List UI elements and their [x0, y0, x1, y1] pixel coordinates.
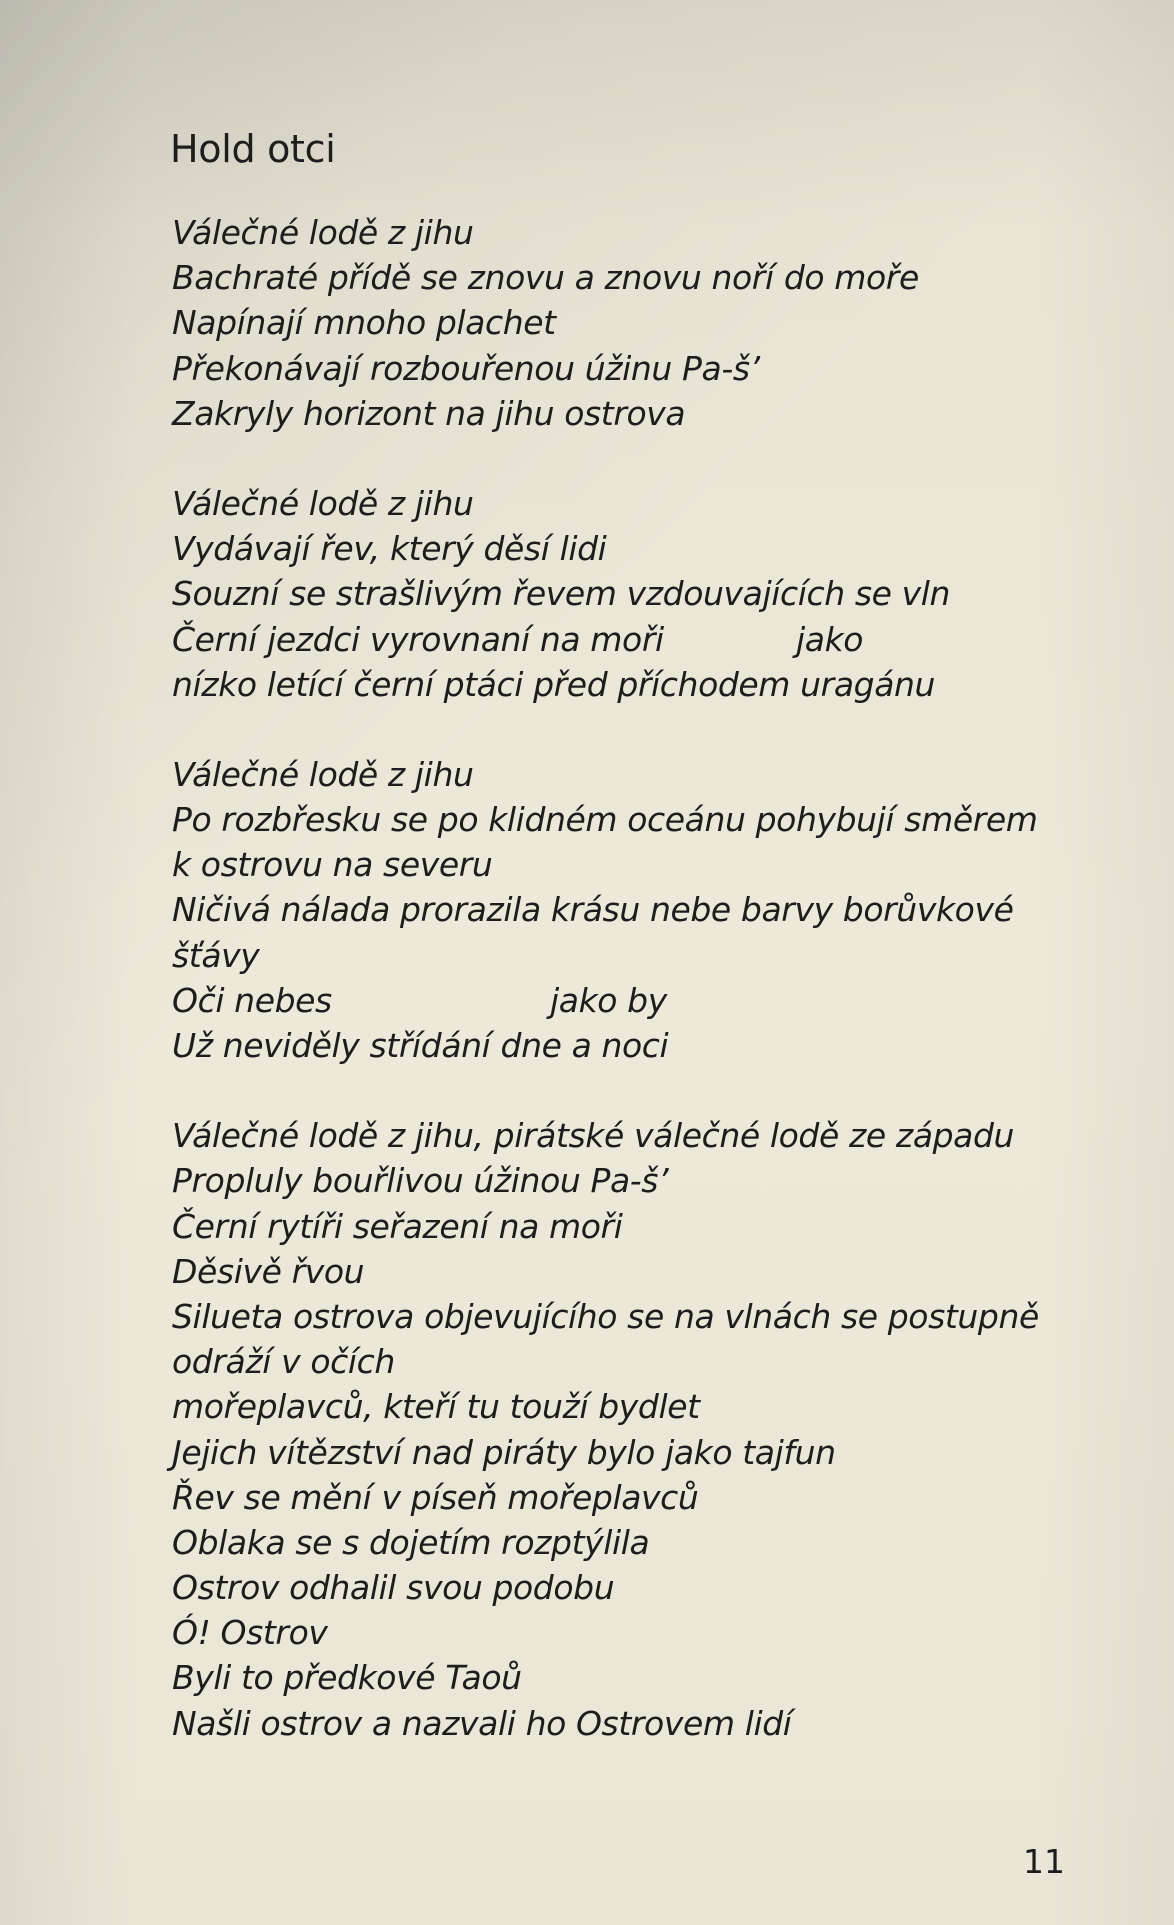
poem-line: Jejich vítězství nad piráty bylo jako tajfun	[172, 1432, 836, 1472]
poem-line: Silueta ostrova objevujícího se na vlnách se postupně	[172, 1296, 1039, 1336]
poem-title: Hold otci	[170, 127, 336, 171]
stanza-3	[172, 752, 1072, 1068]
poem-line: Děsivě řvou	[172, 1251, 365, 1291]
stanza-1	[172, 210, 1072, 436]
poem-line: Po rozbřesku se po klidném oceánu pohybují směrem	[172, 800, 1038, 840]
poem-line: Vydávají řev, který děsí lidi	[172, 529, 607, 569]
poem-line: Propluly bouřlivou úžinou Pa-š’	[172, 1161, 669, 1201]
poem-line-split	[172, 978, 1072, 1023]
poem-line-start: Černí jezdci vyrovnaní na moři	[172, 619, 664, 659]
poem-line: Našli ostrov a nazvali ho Ostrovem lidí	[172, 1703, 792, 1743]
poem-line: Už neviděly střídání dne a noci	[172, 1026, 669, 1065]
poem-line: Řev se mění v píseň mořeplavců	[172, 1477, 699, 1517]
poem-line-split	[172, 617, 1072, 662]
poem-line: Překonávají rozbouřenou úžinu Pa-š’	[172, 348, 760, 388]
poem-line: Válečné lodě z jihu	[172, 754, 474, 794]
poem-line: nízko letící černí ptáci před příchodem uragánu	[172, 664, 936, 704]
stanza-2	[172, 481, 1072, 707]
poem-line: Bachraté přídě se znovu a znovu noří do moře	[172, 258, 919, 298]
poem-line: Byli to předkové Taoů	[172, 1658, 522, 1698]
poem-line: k ostrovu na severu	[172, 845, 493, 885]
poem-line: Ničivá nálada prorazila krásu nebe barvy borůvkové	[172, 890, 1014, 930]
poem-line: Ó! Ostrov	[172, 1613, 328, 1653]
poem-body	[172, 210, 1072, 1791]
poem-line: Černí rytíři seřazení na moři	[172, 1206, 623, 1246]
page-number: 11	[1023, 1842, 1065, 1881]
poem-line: odráží v očích	[172, 1342, 395, 1382]
poem-line: Válečné lodě z jihu	[172, 213, 474, 252]
poem-line: Zakryly horizont na jihu ostrova	[172, 393, 686, 433]
poem-line: mořeplavců, kteří tu touží bydlet	[172, 1387, 700, 1427]
poem-line: šťávy	[172, 935, 260, 975]
poem-line: Napínají mnoho plachet	[172, 303, 556, 343]
poem-line: Ostrov odhalil svou podobu	[172, 1568, 615, 1608]
poem-line: Válečné lodě z jihu	[172, 483, 474, 523]
poem-line: Souzní se strašlivým řevem vzdouvajících se vln	[172, 574, 951, 614]
poem-line-tail: jako	[796, 619, 864, 659]
poem-line: Válečné lodě z jihu, pirátské válečné lodě ze západu	[172, 1116, 1015, 1156]
poem-line-tail: jako by	[550, 980, 667, 1020]
poem-line: Oblaka se s dojetím rozptýlila	[172, 1522, 650, 1562]
poem-line-start: Oči nebes	[172, 980, 332, 1020]
stanza-4	[172, 1113, 1072, 1746]
